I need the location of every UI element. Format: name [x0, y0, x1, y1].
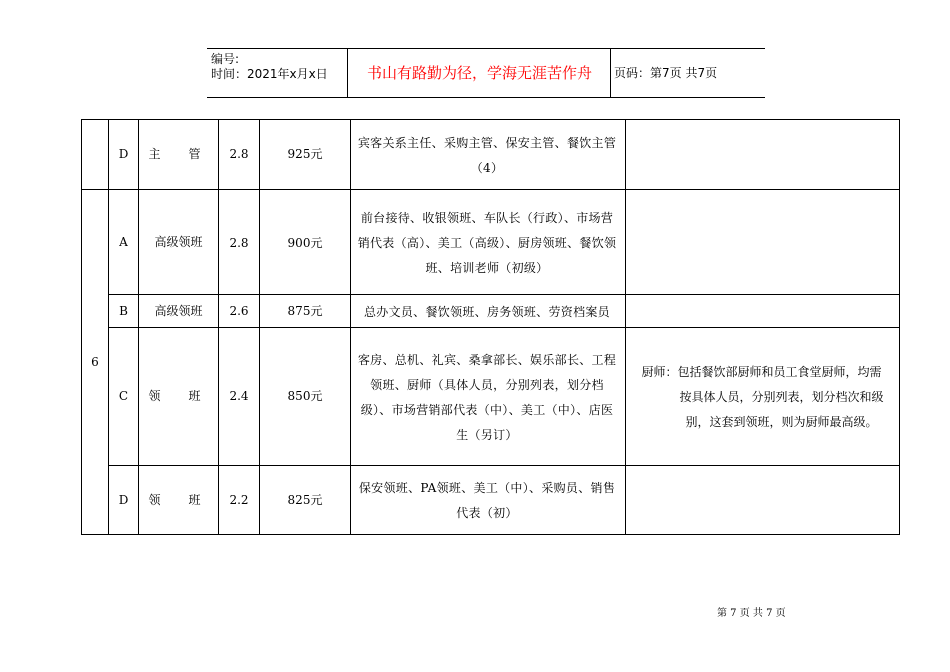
- note-cell: [626, 466, 900, 535]
- position-cell: 领 班: [139, 466, 219, 535]
- sub-grade-cell: B: [109, 295, 139, 328]
- description-cell: 客房、总机、礼宾、桑拿部长、娱乐部长、工程领班、厨师（具体人员，分别列表，划分档级）、市场营销部代表（中）、美工（中）、店医生（另订）: [351, 328, 626, 466]
- note-line: 厨师：包括餐饮部厨师和员工食堂厨师，均需: [641, 365, 882, 379]
- table-row: [82, 190, 900, 295]
- header-bottom-rule: [207, 97, 765, 98]
- header-meta: [211, 52, 328, 82]
- position-cell: 高级领班: [139, 190, 219, 295]
- note-cell: [626, 120, 900, 190]
- group-number-cell: 6: [82, 190, 109, 535]
- note-cell: [626, 190, 900, 295]
- description-cell: 保安领班、PA领班、美工（中）、采购员、销售代表（初）: [351, 466, 626, 535]
- position-cell: 高级领班: [139, 295, 219, 328]
- amount-cell: 850元: [260, 328, 351, 466]
- salary-grade-table: [81, 119, 900, 535]
- header-divider-left: [347, 48, 348, 97]
- note-line: 按具体人员，分别列表，划分档次和级: [679, 390, 884, 404]
- table-row: [82, 466, 900, 535]
- description-cell: 宾客关系主任、采购主管、保安主管、餐饮主管（4）: [351, 120, 626, 190]
- note-cell: [626, 328, 900, 466]
- coefficient-cell: 2.8: [219, 120, 260, 190]
- group-cell-empty: [82, 120, 109, 190]
- description-cell: 前台接待、收银领班、车队长（行政）、市场营销代表（高）、美工（高级）、厨房领班、餐饮领班、培训老师（初级）: [351, 190, 626, 295]
- table-row: [82, 120, 900, 190]
- header-divider-right: [610, 48, 611, 97]
- sub-grade-cell: C: [109, 328, 139, 466]
- sub-grade-cell: D: [109, 120, 139, 190]
- amount-cell: 925元: [260, 120, 351, 190]
- header-motto: 书山有路勤为径，学海无涯苦作舟: [366, 64, 592, 82]
- header-page-info: 页码：第7页 共7页: [614, 66, 718, 80]
- page-footer: 第 7 页 共 7 页: [717, 608, 786, 619]
- table-row: [82, 328, 900, 466]
- position-cell: 主 管: [139, 120, 219, 190]
- document-time-label: 时间：2021年x月x日: [211, 67, 328, 81]
- coefficient-cell: 2.6: [219, 295, 260, 328]
- note-cell: [626, 295, 900, 328]
- coefficient-cell: 2.4: [219, 328, 260, 466]
- amount-cell: 900元: [260, 190, 351, 295]
- note-line: 别，这套到领班，则为厨师最高级。: [685, 415, 878, 429]
- description-cell: 总办文员、餐饮领班、房务领班、劳资档案员: [351, 295, 626, 328]
- sub-grade-cell: A: [109, 190, 139, 295]
- sub-grade-cell: D: [109, 466, 139, 535]
- position-cell: 领 班: [139, 328, 219, 466]
- table-row: [82, 295, 900, 328]
- document-number-label: 编号:: [211, 52, 240, 66]
- amount-cell: 875元: [260, 295, 351, 328]
- amount-cell: 825元: [260, 466, 351, 535]
- coefficient-cell: 2.8: [219, 190, 260, 295]
- coefficient-cell: 2.2: [219, 466, 260, 535]
